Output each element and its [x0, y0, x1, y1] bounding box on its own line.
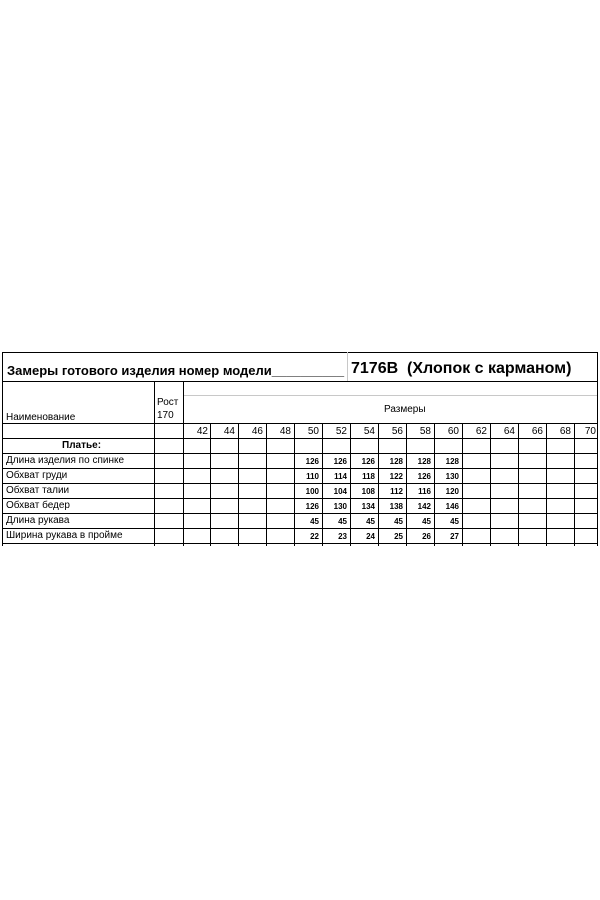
size-header-cell: 64: [503, 426, 515, 437]
size-header-cell: 58: [419, 426, 431, 437]
value-cell: 45: [394, 517, 403, 526]
value-cell: 126: [361, 457, 375, 466]
row6-bottom-line: [2, 543, 598, 544]
col-height-divider: [183, 381, 184, 546]
size-header-cell: 42: [196, 426, 208, 437]
col-div-68: [574, 423, 575, 546]
value-cell: 104: [333, 487, 347, 496]
header-mid-line: [183, 395, 598, 396]
col-div-50: [322, 423, 323, 546]
row-name: Обхват груди: [6, 470, 68, 481]
value-cell: 110: [306, 472, 319, 481]
col-div-64: [518, 423, 519, 546]
header-height-label: Рост: [157, 397, 179, 408]
measurement-sheet: [0, 352, 600, 547]
value-cell: 45: [422, 517, 431, 526]
value-cell: 122: [389, 472, 403, 481]
header-sizes-label: Размеры: [384, 404, 426, 415]
size-header-cell: 56: [391, 426, 403, 437]
value-cell: 45: [366, 517, 375, 526]
size-header-cell: 70: [584, 426, 596, 437]
title-bottom-line: [2, 381, 598, 382]
col-div-60: [462, 423, 463, 546]
value-cell: 24: [366, 532, 375, 541]
sheet-title: Замеры готового изделия номер модели__________: [7, 363, 345, 378]
value-cell: 27: [450, 532, 459, 541]
header-bottom-line: [2, 423, 598, 424]
size-header-cell: 50: [307, 426, 319, 437]
value-cell: 120: [445, 487, 459, 496]
col-div-44: [238, 423, 239, 546]
value-cell: 126: [333, 457, 347, 466]
col-div-62: [490, 423, 491, 546]
value-cell: 138: [389, 502, 403, 511]
value-cell: 22: [310, 532, 319, 541]
value-cell: 146: [445, 502, 459, 511]
value-cell: 118: [362, 472, 375, 481]
value-cell: 128: [389, 457, 403, 466]
value-cell: 45: [450, 517, 459, 526]
col-name-divider: [154, 381, 155, 546]
size-header-cell: 54: [363, 426, 375, 437]
row2-bottom-line: [2, 483, 598, 484]
value-cell: 134: [361, 502, 375, 511]
size-header-cell: 52: [335, 426, 347, 437]
size-header-cell: 46: [251, 426, 263, 437]
size-header-cell: 48: [279, 426, 291, 437]
value-cell: 130: [445, 472, 459, 481]
grid-left-line: [2, 352, 3, 546]
title-divider-line: [347, 352, 348, 381]
value-cell: 100: [305, 487, 319, 496]
row-name: Длина рукава: [6, 515, 70, 526]
sizes-bottom-line: [2, 438, 598, 439]
col-div-42: [210, 423, 211, 546]
value-cell: 128: [417, 457, 431, 466]
size-header-cell: 66: [531, 426, 543, 437]
value-cell: 142: [417, 502, 431, 511]
col-div-66: [546, 423, 547, 546]
row3-bottom-line: [2, 498, 598, 499]
value-cell: 45: [338, 517, 347, 526]
header-name-label: Наименование: [6, 412, 76, 423]
row1-bottom-line: [2, 468, 598, 469]
row-name: Обхват талии: [6, 485, 70, 496]
section-label: Платье:: [62, 440, 102, 451]
section-bottom-line: [2, 453, 598, 454]
header-height-value: 170: [157, 410, 174, 421]
size-header-cell: 62: [475, 426, 487, 437]
size-header-cell: 68: [559, 426, 571, 437]
value-cell: 25: [394, 532, 403, 541]
col-div-52: [350, 423, 351, 546]
col-div-48: [294, 423, 295, 546]
value-cell: 128: [445, 457, 459, 466]
value-cell: 45: [310, 517, 319, 526]
grid-right-line: [597, 352, 598, 546]
model-description: (Хлопок с карманом): [407, 360, 572, 377]
col-div-54: [378, 423, 379, 546]
model-heading: [351, 361, 571, 377]
row5-bottom-line: [2, 528, 598, 529]
row-name: Длина изделия по спинке: [6, 455, 125, 466]
grid-top-line: [2, 352, 598, 353]
value-cell: 114: [334, 472, 347, 481]
value-cell: 23: [338, 532, 347, 541]
value-cell: 126: [417, 472, 431, 481]
size-header-cell: 60: [447, 426, 459, 437]
col-div-56: [406, 423, 407, 546]
value-cell: 116: [418, 487, 431, 496]
model-number: 7176В: [351, 360, 399, 377]
value-cell: 112: [390, 487, 403, 496]
row4-bottom-line: [2, 513, 598, 514]
col-div-58: [434, 423, 435, 546]
size-header-cell: 44: [223, 426, 235, 437]
row-name: Ширина рукава в пройме: [6, 530, 123, 541]
row-name: Обхват бедер: [6, 500, 70, 511]
value-cell: 126: [305, 502, 319, 511]
value-cell: 130: [333, 502, 347, 511]
col-div-46: [266, 423, 267, 546]
value-cell: 108: [361, 487, 375, 496]
value-cell: 126: [305, 457, 319, 466]
value-cell: 26: [422, 532, 431, 541]
